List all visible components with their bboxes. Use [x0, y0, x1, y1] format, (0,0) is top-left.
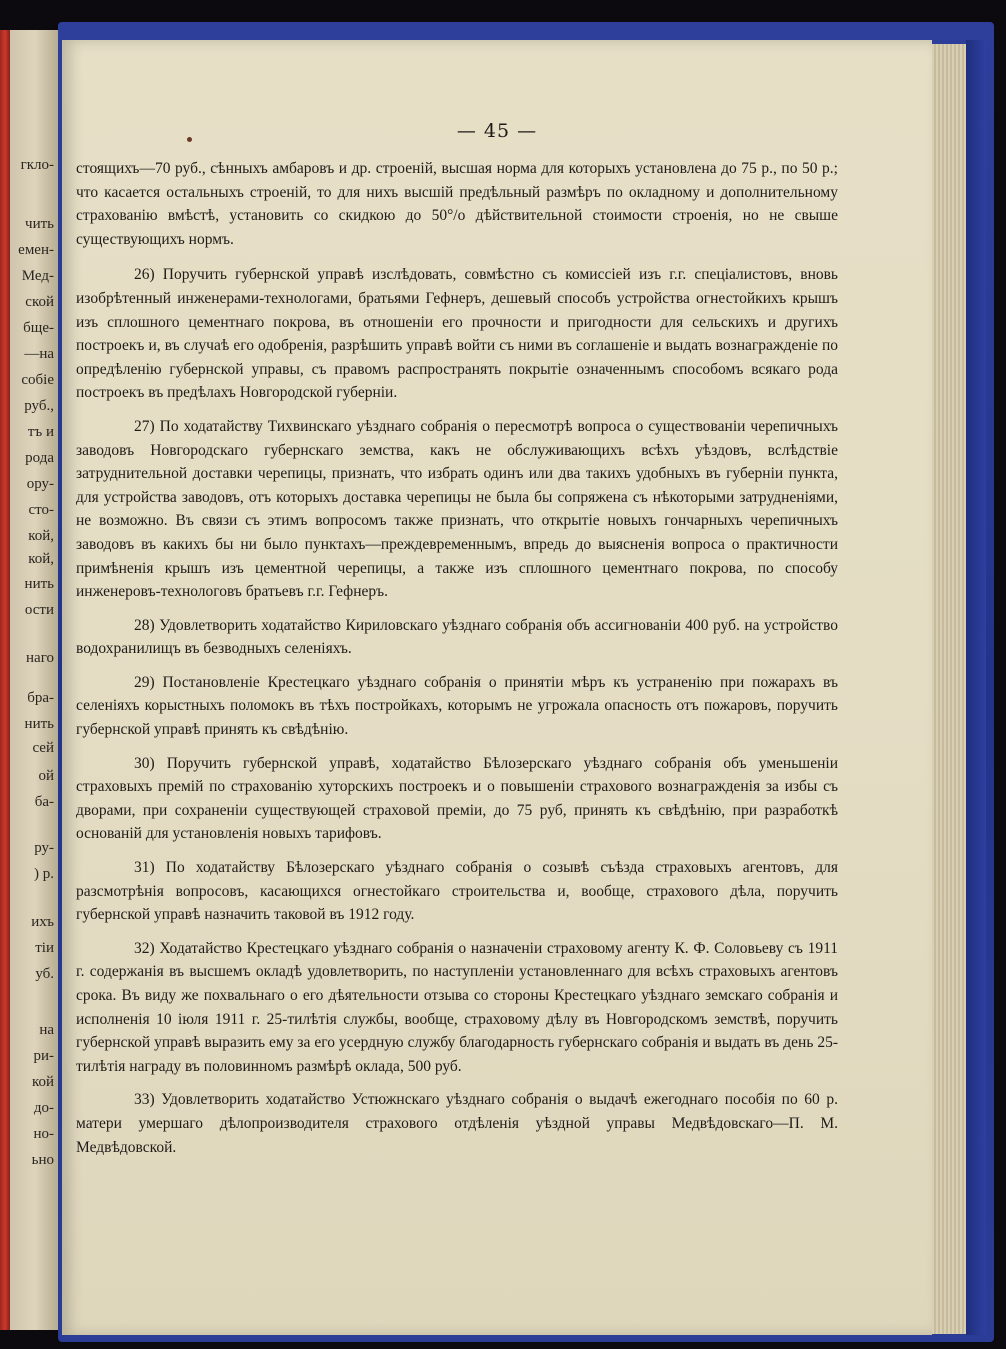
left-page-text-fragment: гкло-	[20, 157, 54, 173]
left-page-text-fragment: ости	[24, 602, 54, 618]
left-page-text-fragment: собіе	[21, 372, 54, 388]
left-book-spine	[0, 30, 10, 1330]
left-page-text-fragment: ской	[25, 294, 54, 310]
left-page-text-fragment: кой,	[28, 528, 54, 544]
paragraph: 26) Поручить губернской управѣ изслѣдовать, совмѣстно съ комиссіей изъ г.г. спеціалистовъ, вновь изобрѣтенный инженерами-технологами, братьями Гефнеръ, дешевый способъ устройства огнестойкихъ крышъ изъ сплошного цементнаго покрова, въ отношеніи его прочности и пригодности для сельскихъ и другихъ построекъ и, въ случаѣ его одобренія, разрѣшить управѣ войти съ ними въ соглашеніе и выдать вознагражденіе по опредѣленію губернской управы, съ правомъ распространять покрытіе означеннымъ способомъ всякаго рода построекъ въ предѣлахъ Новгородской губерніи.	[76, 266, 838, 402]
paragraph: 30) Поручить губернской управѣ, ходатайство Бѣлозерскаго уѣзднаго собранія объ уменьшеніи страховыхъ премій по страхованію хуторскихъ построекъ и о повышеніи страхового вознагражденія за избы съ дворами, при сохраненіи существующей страховой преміи, до 75 руб, принять къ свѣдѣнію, при разработкѣ основаній для установленія новыхъ тарифовъ.	[76, 754, 838, 843]
cover-edge	[966, 40, 986, 1335]
paragraph: 28) Удовлетворить ходатайство Кириловскаго уѣзднаго собранія объ ассигнованіи 400 руб. на устройство водохранилищъ въ безводныхъ селеніяхъ.	[76, 616, 838, 658]
document-page	[62, 40, 932, 1335]
paragraph: стоящихъ—70 руб., сѣнныхъ амбаровъ и др. строеній, высшая норма для которыхъ установлена до 75 р., по 50 р.; что касается остальныхъ строеній, то для нихъ высшій предѣльный размѣръ по окладному и дополнительному страхованію вмѣстѣ, установить со скидкою до 50°/о дѣйствительной стоимости строенія, но не свыше существующихъ нормъ.	[76, 160, 838, 248]
left-page-text-fragment: тіи	[35, 940, 54, 956]
left-page-text-fragment: сей	[32, 740, 54, 756]
left-page-text-fragment: ри-	[33, 1048, 54, 1064]
page-number: — 45 —	[456, 120, 538, 142]
left-page-text-fragment: бще-	[23, 320, 54, 336]
left-page-text-fragment: ру-	[34, 840, 54, 856]
left-page-text-fragment: уб.	[35, 966, 54, 982]
left-page-text-fragment: сто-	[28, 502, 54, 518]
paragraph: 31) По ходатайству Бѣлозерскаго уѣзднаго собранія о созывѣ съѣзда страховыхъ агентовъ, для разсмотрѣнія вопросовъ, касающихся огнестойкаго строительства и, вообще, страхового дѣла, поручить губернской управѣ назначить таковой въ 1912 году.	[76, 859, 838, 924]
left-page-text-fragment: чить	[25, 216, 54, 232]
left-page-text-fragment: ьно	[31, 1152, 54, 1168]
paragraph: 27) По ходатайству Тихвинскаго уѣзднаго собранія о пересмотрѣ вопроса о существованіи черепичныхъ заводовъ Новгородскаго губернскаго земства, какъ не обслуживающихъ всѣхъ уѣздовъ, вслѣдствіе затруднительной доставки черепицы, признать, что избрать одинъ или два такихъ удобныхъ въ губерніи пункта, для устройства заводовъ, отъ которыхъ доставка черепицы не была бы сопряжена съ нѣкоторыми затрудненіями, не возможно. Въ связи съ этимъ вопросомъ также признать, что открытіе новыхъ гончарныхъ черепичныхъ заводовъ въ какихъ бы ни было пунктахъ—преждевременнымъ, впредь до выясненія вопроса о практичности примѣненія крышъ изъ цементной черепицы, а также изъ сплошного цементнаго покрова, по способу инженеровъ-технологовъ братьевъ г.г. Гефнеръ.	[76, 417, 838, 601]
paragraph: 33) Удовлетворить ходатайство Устюжнскаго уѣзднаго собранія о выдачѣ ежегоднаго пособія по 60 р. матери умершаго дѣлопроизводителя страхового отдѣленія уѣздной управы Медвѣдовскаго—П. М. Медвѣдовской.	[76, 1091, 838, 1156]
paragraph: 32) Ходатайство Крестецкаго уѣзднаго собранія о назначеніи страховому агенту К. Ф. Соловьеву съ 1911 г. содержанія въ высшемъ окладѣ удовлетворить, по наступленіи установленнаго для всѣхъ страховыхъ агентовъ срока. Въ виду же похвальнаго о его дѣятельности отзыва со стороны Крестецкаго уѣзднаго земскаго собранія и исполненія 10 іюля 1911 г. 25-тилѣтія службы, вообще, страховому дѣлу въ Новгородскомъ земствѣ, поручить губернской управѣ выразить ему за его усердную службу благодарность губернскаго собранія и выдать въ день 25-тилѣтія награду въ половинномъ размѣрѣ оклада, 500 руб.	[76, 939, 838, 1075]
left-page-text-fragment: до-	[33, 1100, 54, 1116]
left-page-text-fragment: руб.,	[24, 398, 54, 414]
left-page-text-fragment: тъ и	[27, 424, 54, 440]
left-page-text-fragment: ихъ	[31, 914, 54, 930]
left-page-text-fragment: емен-	[18, 242, 54, 258]
left-page-text-fragment: кой,	[28, 551, 54, 567]
left-page-text-fragment: бра-	[27, 690, 54, 706]
page-fore-edge	[930, 44, 970, 1334]
left-page-text-fragment: рода	[25, 450, 54, 466]
left-page-text-fragment: нить	[24, 716, 54, 732]
left-page-text-fragment: кой	[31, 1074, 54, 1090]
paragraph: 29) Постановленіе Крестецкаго уѣзднаго собранія о принятіи мѣръ къ устраненію при пожарахъ въ селеніяхъ корыстныхъ поломокъ въ тѣхъ постройкахъ, которымъ не угрожала опасность отъ пожаровъ, поручить губернской управѣ принять къ свѣдѣнію.	[76, 673, 838, 739]
left-page-text-fragment: наго	[26, 650, 54, 666]
left-page-text-fragment: Мед-	[21, 268, 54, 284]
left-page-text-fragment: ой	[38, 768, 54, 784]
left-page-text-fragment: но-	[33, 1126, 54, 1142]
left-page-text-fragment: ору-	[26, 476, 54, 492]
left-page-text-fragment: ) р.	[34, 866, 54, 882]
left-page-text-fragment: ба-	[34, 794, 54, 810]
left-page-text-fragment: —на	[24, 346, 54, 362]
left-page-text-fragment: на	[39, 1022, 54, 1038]
body-text	[76, 157, 838, 1169]
left-page-text-fragment: нить	[24, 576, 54, 592]
